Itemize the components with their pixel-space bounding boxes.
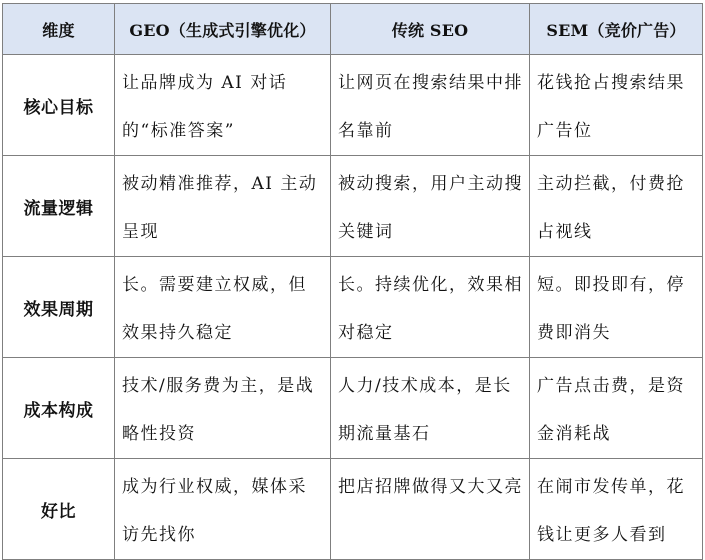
geo-cell: 让品牌成为 AI 对话的“标准答案” [115, 55, 331, 156]
row-dimension-label: 效果周期 [3, 257, 115, 358]
row-dimension-label: 核心目标 [3, 55, 115, 156]
sem-cell: 广告点击费，是资金消耗战 [530, 358, 703, 459]
geo-cell: 长。需要建立权威，但效果持久稳定 [115, 257, 331, 358]
header-dimension: 维度 [3, 4, 115, 55]
table-row [3, 156, 703, 257]
seo-cell: 让网页在搜索结果中排名靠前 [331, 55, 530, 156]
header-row [3, 4, 703, 55]
table-row [3, 55, 703, 156]
row-dimension-label: 流量逻辑 [3, 156, 115, 257]
header-geo: GEO（生成式引擎优化） [115, 4, 331, 55]
seo-cell: 长。持续优化，效果相对稳定 [331, 257, 530, 358]
comparison-table [2, 3, 703, 560]
seo-cell: 把店招牌做得又大又亮 [331, 459, 530, 560]
header-sem: SEM（竞价广告） [530, 4, 703, 55]
row-dimension-label: 成本构成 [3, 358, 115, 459]
table-row [3, 257, 703, 358]
row-dimension-label: 好比 [3, 459, 115, 560]
table-row [3, 459, 703, 560]
sem-cell: 主动拦截，付费抢占视线 [530, 156, 703, 257]
geo-cell: 技术/服务费为主，是战略性投资 [115, 358, 331, 459]
sem-cell: 在闹市发传单，花钱让更多人看到 [530, 459, 703, 560]
geo-cell: 被动精准推荐，AI 主动呈现 [115, 156, 331, 257]
geo-cell: 成为行业权威，媒体采访先找你 [115, 459, 331, 560]
seo-cell: 人力/技术成本，是长期流量基石 [331, 358, 530, 459]
sem-cell: 花钱抢占搜索结果广告位 [530, 55, 703, 156]
seo-cell: 被动搜索，用户主动搜关键词 [331, 156, 530, 257]
header-seo: 传统 SEO [331, 4, 530, 55]
sem-cell: 短。即投即有，停费即消失 [530, 257, 703, 358]
table-row [3, 358, 703, 459]
